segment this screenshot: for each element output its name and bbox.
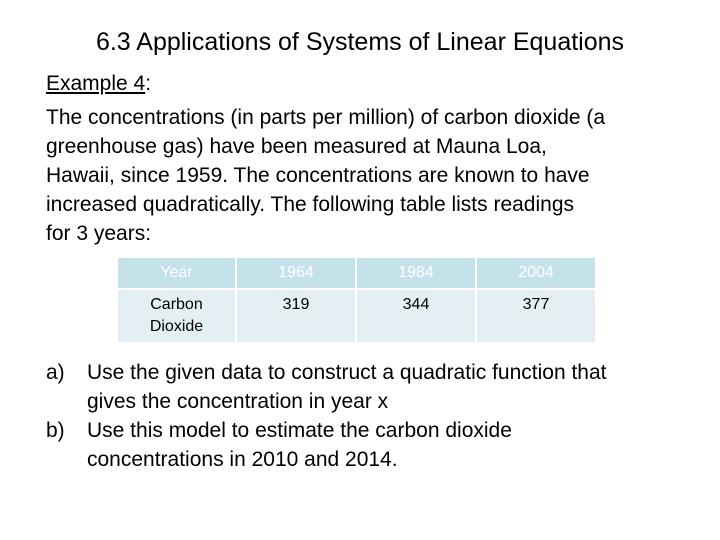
slide-title: 6.3 Applications of Systems of Linear Equations — [95, 28, 625, 56]
intro-line: Hawaii, since 1959. The concentrations are known to have — [46, 164, 590, 187]
header-cell-2004: 2004 — [477, 258, 595, 290]
question-list — [46, 358, 696, 474]
intro-paragraph — [46, 103, 696, 248]
co2-readings-table — [118, 258, 595, 342]
question-item-b — [46, 416, 696, 474]
value-cell-1964: 319 — [237, 290, 357, 342]
row-label-line: Dioxide — [149, 318, 204, 335]
question-item-a — [46, 358, 696, 416]
question-line: concentrations in 2010 and 2014. — [87, 448, 398, 471]
table-row — [118, 290, 595, 342]
header-cell-year: Year — [118, 258, 237, 290]
question-marker: b) — [46, 419, 65, 442]
intro-line: The concentrations (in parts per million) of carbon dioxide (a — [46, 106, 606, 129]
example-heading — [46, 70, 151, 98]
intro-line: for 3 years: — [46, 222, 152, 245]
example-colon: : — [145, 72, 152, 95]
question-line: Use the given data to construct a quadratic function that — [87, 361, 607, 384]
question-line: gives the concentration in year x — [87, 390, 389, 413]
row-label-line: Carbon — [150, 296, 203, 313]
example-label: Example 4 — [46, 72, 146, 95]
value-cell-2004: 377 — [477, 290, 595, 342]
row-label-cell — [118, 290, 237, 342]
intro-line: greenhouse gas) have been measured at Mauna Loa, — [46, 135, 547, 158]
value-cell-1984: 344 — [357, 290, 477, 342]
question-marker: a) — [46, 361, 65, 384]
header-cell-1984: 1984 — [357, 258, 477, 290]
table-header-row — [118, 258, 595, 290]
question-line: Use this model to estimate the carbon dioxide — [87, 419, 512, 442]
header-cell-1964: 1964 — [237, 258, 357, 290]
intro-line: increased quadratically. The following table lists readings — [46, 193, 575, 216]
